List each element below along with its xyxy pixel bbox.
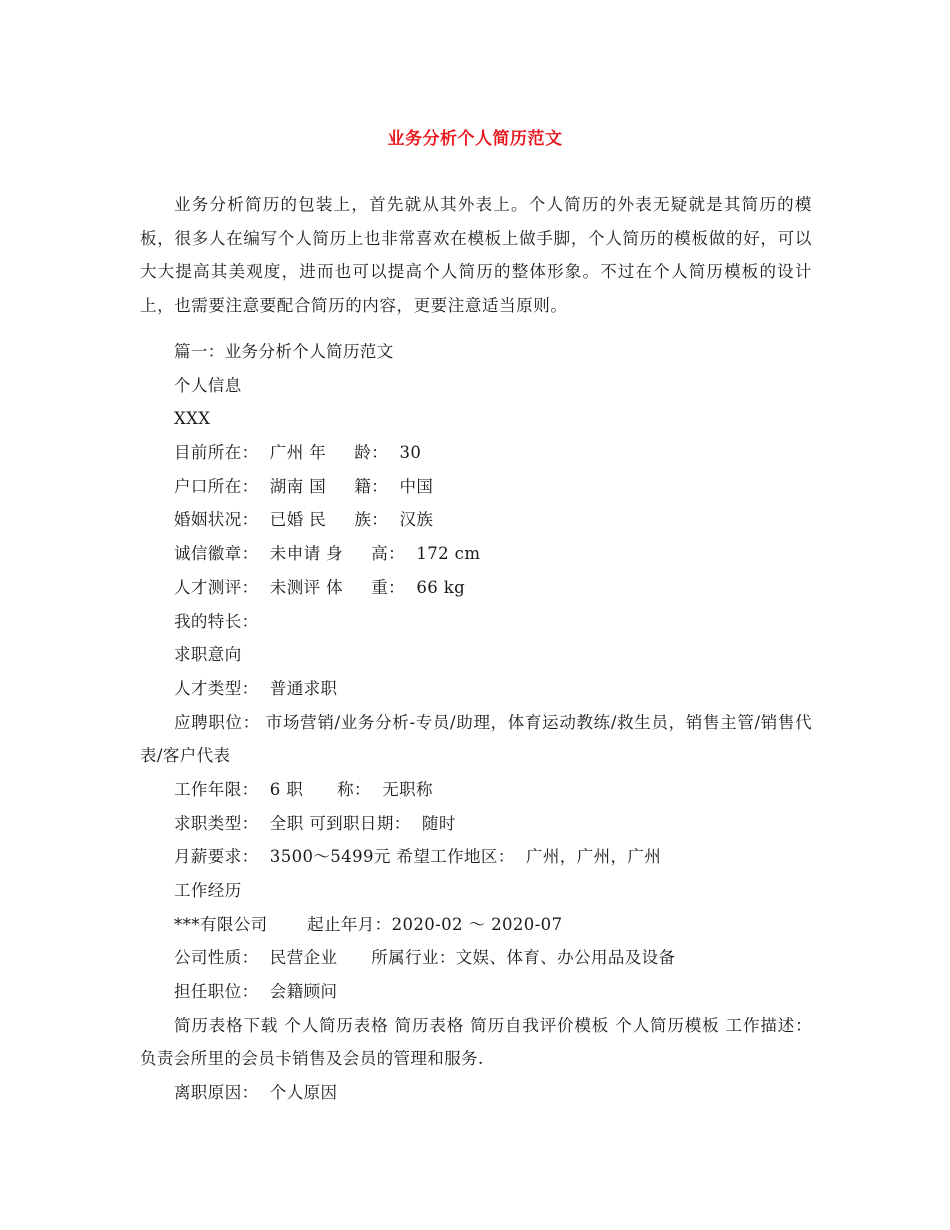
section-heading-article-one: 篇一：业务分析个人简历范文 (174, 342, 394, 361)
section-heading-personal-info: 个人信息 (174, 375, 242, 395)
info-row-applied-positions: 应聘职位： 市场营销/业务分析-专员/助理，体育运动教练/救生员，销售主管/销售代表/客户代表 (140, 712, 812, 766)
resume-content (140, 335, 820, 1110)
info-row-hukou-nationality: 户口所在： 湖南 国 籍： 中国 (174, 476, 434, 496)
candidate-name: XXX (174, 409, 211, 429)
info-row-marital-ethnicity: 婚姻状况： 已婚 民 族： 汉族 (174, 510, 434, 530)
work-leave-reason: 离职原因： 个人原因 (174, 1083, 338, 1103)
info-row-salary-area: 月薪要求： 3500～5499元 希望工作地区： 广州，广州，广州 (174, 847, 662, 867)
work-company-period: ***有限公司 起止年月：2020-02 ～ 2020-07 (174, 914, 563, 934)
info-row-years-title: 工作年限： 6 职 称： 无职称 (174, 779, 433, 799)
info-row-specialty: 我的特长： (174, 611, 259, 631)
work-company-type-industry: 公司性质： 民营企业 所属行业：文娱、体育、办公用品及设备 (174, 948, 676, 968)
info-row-badge-height: 诚信徽章： 未申请 身 高： 172 cm (174, 544, 481, 564)
work-position: 担任职位： 会籍顾问 (174, 982, 338, 1002)
info-row-talent-type: 人才类型： 普通求职 (174, 678, 338, 698)
intro-paragraph: 业务分析简历的包装上，首先就从其外表上。个人简历的外表无疑就是其简历的模板，很多人在编写个人简历上也非常喜欢在模板上做手脚，个人简历的模板做的好，可以大大提高其美观度，进而也可以提高个人简历的整体形象。不过在个人简历模板的设计上，也需要注意要配合简历的内容，更要注意适当原则。 (140, 195, 812, 315)
info-row-assessment-weight: 人才测评： 未测评 体 重： 66 kg (174, 577, 466, 597)
document-title: 业务分析个人简历范文 (387, 129, 563, 149)
section-heading-work-history: 工作经历 (174, 881, 242, 901)
info-row-job-type-availability: 求职类型： 全职 可到职日期： 随时 (174, 813, 456, 833)
info-row-location-age: 目前所在： 广州 年 龄： 30 (174, 443, 422, 463)
work-description: 简历表格下载 个人简历表格 简历表格 简历自我评价模板 个人简历模板 工作描述： 负责会所里的会员卡销售及会员的管理和服务. (140, 1015, 812, 1069)
section-heading-job-intent: 求职意向 (174, 645, 242, 665)
